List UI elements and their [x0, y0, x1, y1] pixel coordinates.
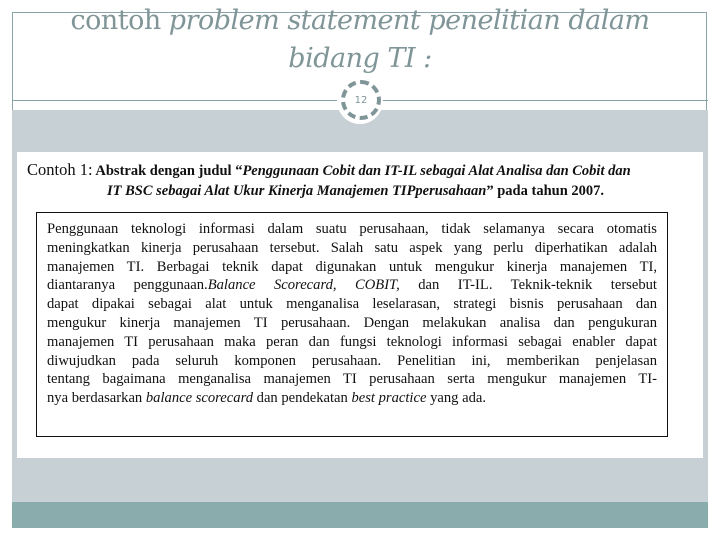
- heading-bold-1: Abstrak dengan judul “: [92, 163, 243, 179]
- abstract-line: [47, 352, 657, 371]
- abstract-text: manajemen TI perusahaan maka peran dan fungsi teknologi informasi sebagai enabler dapat: [47, 333, 657, 350]
- abstract-text: tentang bagaimana menganalisa manajemen TI perusahaan serta mengukur manajemen TI-: [47, 371, 657, 388]
- abstract-line: [47, 389, 657, 408]
- footer-bar: [12, 502, 708, 528]
- abstract-line: [47, 370, 657, 389]
- abstract-text: yang ada.: [426, 390, 487, 407]
- page-number-badge: [341, 80, 381, 120]
- abstract-text: diantaranya penggunaan.: [47, 277, 208, 294]
- abstract-text: dan pendekatan: [253, 390, 352, 407]
- abstract-italic-text: best practice: [351, 390, 427, 407]
- title-plain: contoh: [70, 5, 169, 36]
- abstract-italic-text: Balance Scorecard, COBIT,: [207, 277, 400, 294]
- abstract-line: [47, 276, 657, 295]
- page-number: 12: [354, 94, 368, 106]
- abstract-box: [36, 212, 668, 437]
- title-italic-1: problem statement penelitian dalam: [168, 5, 650, 36]
- abstract-text: dan IT-IL. Teknik-teknik tersebut: [399, 277, 657, 294]
- title-italic-2: bidang TI :: [288, 43, 432, 74]
- heading-italic-2: IT BSC sebagai Alat Ukur Kinerja Manajemen TIPperusahaan: [107, 183, 487, 199]
- abstract-text: meningkatkan kinerja perusahaan tersebut. Salah satu aspek yang perlu diperhatikan adalah: [47, 239, 657, 256]
- example-heading: [27, 160, 697, 201]
- abstract-line: [47, 333, 657, 352]
- abstract-line: [47, 239, 657, 258]
- abstract-text: diwujudkan pada seluruh komponen perusahaan. Penelitian ini, memberikan penjelasan: [47, 352, 657, 369]
- abstract-line: [47, 314, 657, 333]
- abstract-line: [47, 258, 657, 277]
- abstract-italic-text: balance scorecard: [145, 390, 253, 407]
- heading-bold-2: ” pada tahun 2007.: [486, 183, 605, 199]
- slide-title: [12, 2, 708, 78]
- abstract-line: [47, 295, 657, 314]
- example-label: Contoh 1:: [27, 160, 93, 179]
- abstract-line: [47, 220, 657, 239]
- heading-italic-1: Penggunaan Cobit dan IT-IL sebagai Alat Analisa dan Cobit dan: [242, 163, 631, 179]
- abstract-text: Penggunaan teknologi informasi dalam suatu perusahaan, tidak selamanya secara otomatis: [47, 221, 657, 237]
- abstract-text: nya berdasarkan: [47, 390, 146, 407]
- abstract-text: dapat dipakai sebagai alat untuk menganalisa leselarasan, strategi bisnis perusahaan dan: [47, 296, 657, 313]
- abstract-image: [17, 152, 703, 458]
- abstract-text: manajemen TI. Berbagai teknik dapat digunakan untuk mengukur kinerja manajemen TI,: [47, 258, 657, 275]
- abstract-text: mengukur kinerja manajemen TI perusahaan. Dengan melakukan analisa dan pengukuran: [47, 314, 657, 331]
